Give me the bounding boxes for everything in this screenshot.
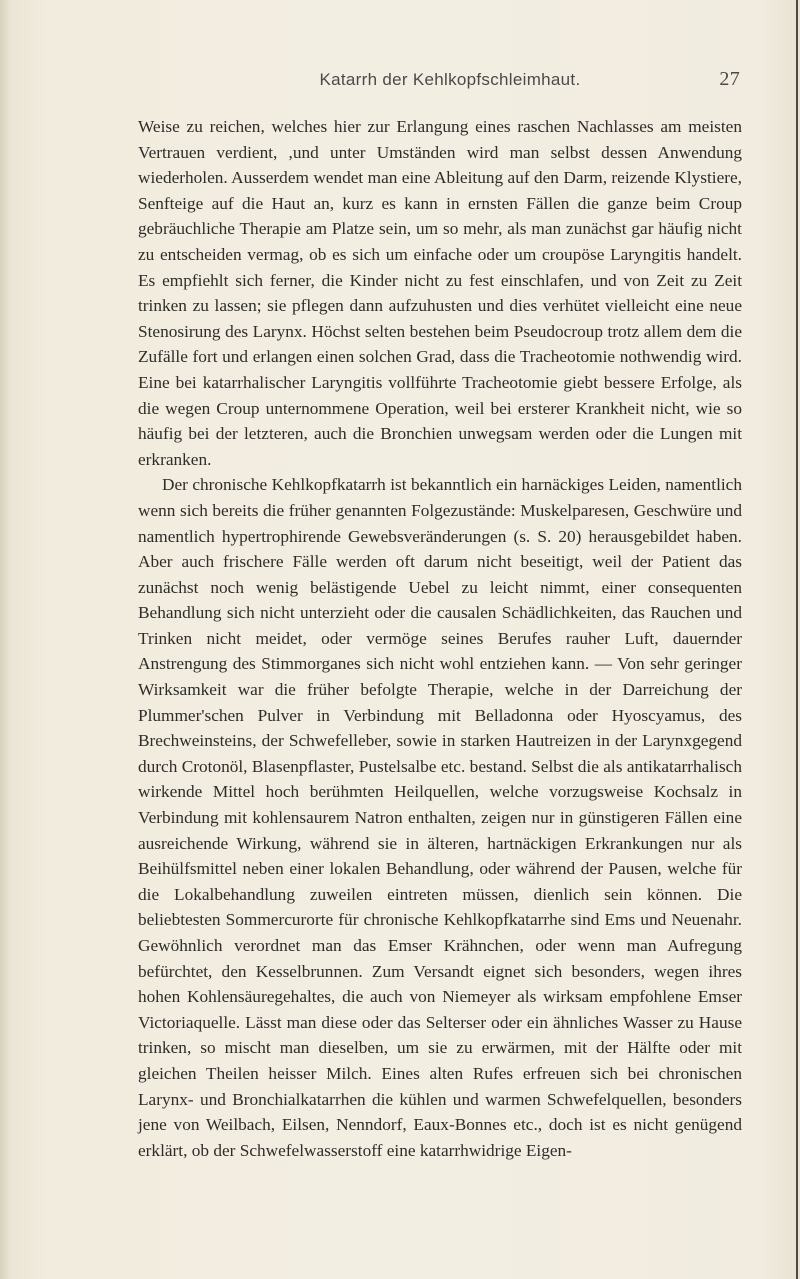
running-head-title: Katarrh der Kehlkopfschleimhaut.	[319, 70, 581, 89]
page-number: 27	[719, 68, 740, 90]
paragraph-continuation: Weise zu reichen, welches hier zur Erlangung eines raschen Nachlasses am meisten Vertrauen verdient, ,und unter Umständen wird man selbst dessen Anwendung wiederholen. Ausserdem wendet man eine Ableitung auf den Darm, reizende Klystiere, Senfteige auf die Haut an, kurz es kann in ernsten Fällen die ganze beim Croup gebräuchliche Therapie am Platze sein, um so mehr, als man zunächst gar häufig nicht zu entscheiden vermag, ob es sich um einfache oder um croupöse Laryngitis handelt. Es empfiehlt sich ferner, die Kinder nicht zu fest einschlafen, und von Zeit zu Zeit trinken zu lassen; sie pflegen dann aufzuhusten und dies verhütet vielleicht eine neue Stenosirung des Larynx. Höchst selten bestehen beim Pseudocroup trotz allem dem die Zufälle fort und erlangen einen solchen Grad, dass die Tracheotomie nothwendig wird. Eine bei katarrhalischer Laryngitis vollführte Tracheotomie giebt bessere Erfolge, als die wegen Croup unternommene Operation, weil bei ersterer Krankheit nicht, wie so häufig bei der letzteren, auch die Bronchien unwegsam werden oder die Lungen mit erkranken.	[138, 117, 742, 469]
page-edge-rule	[796, 0, 798, 1279]
body-text	[138, 114, 742, 1163]
running-head	[140, 70, 740, 90]
page-gutter-shadow	[0, 0, 10, 1279]
paragraph-chronic-laryngitis: Der chronische Kehlkopfkatarrh ist bekanntlich ein harnäckiges Leiden, namentlich wenn sich bereits die früher genannten Folgezustände: Muskelparesen, Geschwüre und namentlich hypertrophirende Gewebsveränderungen (s. S. 20) herausgebildet haben. Aber auch frischere Fälle werden oft darum nicht beseitigt, weil der Patient das zunächst noch wenig belästigende Uebel zu leicht nimmt, einer consequenten Behandlung sich nicht unterzieht oder die causalen Schädlichkeiten, das Rauchen und Trinken nicht meidet, oder vermöge seines Berufes rauher Luft, dauernder Anstrengung des Stimmorganes sich nicht wohl entziehen kann. — Von sehr geringer Wirksamkeit war die früher befolgte Therapie, welche in der Darreichung der Plummer'schen Pulver in Verbindung mit Belladonna oder Hyoscyamus, des Brechweinsteins, der Schwefelleber, sowie in starken Hautreizen in der Larynxgegend durch Crotonöl, Blasenpflaster, Pustelsalbe etc. bestand. Selbst die als antikatarrhalisch wirkende Mittel hoch berühmten Heilquellen, welche vorzugsweise Kochsalz in Verbindung mit kohlensaurem Natron enthalten, zeigen nur in günstigeren Fällen eine ausreichende Wirkung, während sie in älteren, hartnäckigen Erkrankungen nur als Beihülfsmittel neben einer lokalen Behandlung, oder während der Pausen, welche für die Lokalbehandlung zuweilen eintreten müssen, dienlich sein können. Die beliebtesten Sommercurorte für chronische Kehlkopfkatarrhe sind Ems und Neuenahr. Gewöhnlich verordnet man das Emser Krähnchen, oder wenn man Aufregung befürchtet, den Kesselbrunnen. Zum Versandt eignet sich besonders, wegen ihres hohen Kohlensäuregehaltes, die auch von Niemeyer als wirksam empfohlene Emser Victoriaquelle. Lässt man diese oder das Selterser oder ein ähnliches Wasser zu Hause trinken, so mischt man dieselben, um sie zu erwärmen, mit der Hälfte oder mit gleichen Theilen heisser Milch. Eines alten Rufes erfreuen sich bei chronischen Larynx- und Bronchialkatarrhen die kühlen und warmen Schwefelquellen, besonders jene von Weilbach, Eilsen, Nenndorf, Eaux-Bonnes etc., doch ist es nicht genügend erklärt, ob der Schwefelwasserstoff eine katarrhwidrige Eigen-	[138, 475, 742, 1160]
